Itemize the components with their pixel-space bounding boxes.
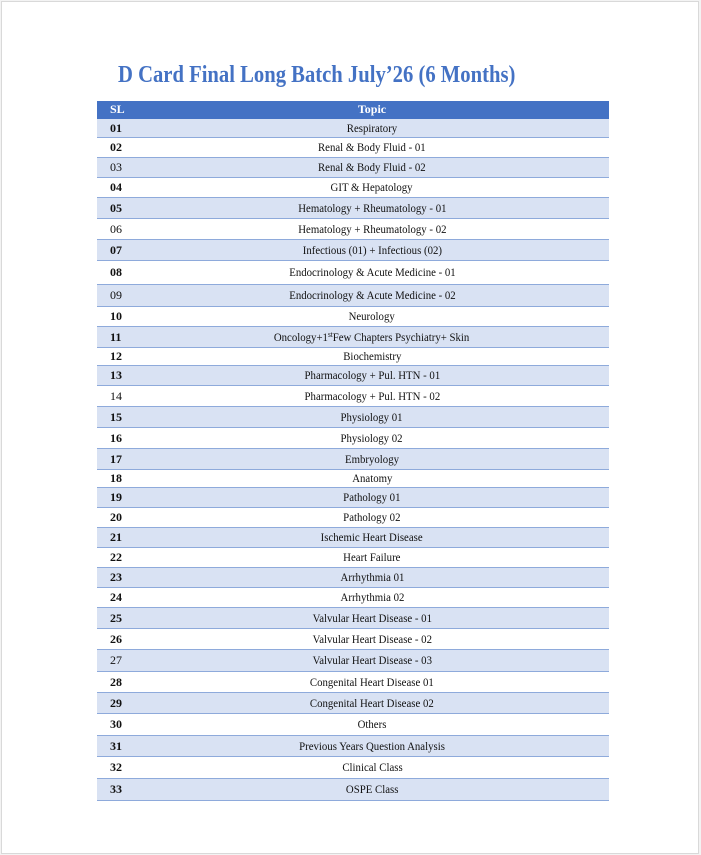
row-topic [135, 693, 609, 714]
row-topic [135, 714, 609, 736]
table-row [97, 568, 609, 588]
row-topic-text: Endocrinology & Acute Medicine - 01 [288, 265, 456, 279]
row-topic [135, 449, 609, 470]
row-sl: 32 [97, 757, 135, 779]
row-topic-superscript: st [328, 329, 334, 339]
row-sl: 22 [97, 548, 135, 568]
table-row [97, 348, 609, 366]
table-row [97, 508, 609, 528]
row-topic [135, 407, 609, 428]
row-sl: 02 [97, 138, 135, 158]
row-topic [135, 158, 609, 178]
table-row [97, 138, 609, 158]
table-row [97, 672, 609, 693]
row-sl: 19 [97, 488, 135, 508]
row-topic-text: Pharmacology + Pul. HTN - 01 [304, 368, 440, 382]
row-topic-text: Valvular Heart Disease - 03 [312, 653, 432, 667]
row-topic-pre: Oncology+1 [274, 329, 329, 344]
table-row [97, 119, 609, 138]
column-header-sl: SL [97, 101, 135, 119]
row-topic [135, 508, 609, 528]
row-sl: 06 [97, 219, 135, 240]
row-topic [135, 386, 609, 407]
row-sl: 04 [97, 178, 135, 198]
row-topic-text: Arrhythmia 02 [340, 590, 404, 604]
row-sl: 16 [97, 428, 135, 449]
row-topic [135, 178, 609, 198]
table-row [97, 428, 609, 449]
row-topic [135, 779, 609, 801]
row-sl: 01 [97, 119, 135, 138]
row-topic [135, 348, 609, 366]
row-sl: 13 [97, 366, 135, 386]
table-row [97, 629, 609, 650]
row-topic-text: Biochemistry [342, 349, 402, 363]
row-sl: 14 [97, 386, 135, 407]
table-row [97, 198, 609, 219]
row-sl: 12 [97, 348, 135, 366]
row-topic-text: Anatomy [351, 471, 393, 485]
row-sl: 05 [97, 198, 135, 219]
row-sl: 28 [97, 672, 135, 693]
row-topic [135, 219, 609, 240]
row-topic [135, 240, 609, 261]
row-topic [135, 629, 609, 650]
row-topic [135, 568, 609, 588]
row-topic [135, 307, 609, 327]
row-topic [135, 428, 609, 449]
table-row [97, 366, 609, 386]
row-topic-text: Physiology 02 [340, 430, 404, 445]
row-sl: 18 [97, 470, 135, 488]
row-topic-text: Renal & Body Fluid - 02 [318, 160, 426, 174]
row-topic-text: Previous Years Question Analysis [299, 738, 445, 753]
row-topic [135, 285, 609, 307]
row-sl: 08 [97, 261, 135, 285]
row-sl: 11 [97, 327, 135, 348]
row-sl: 09 [97, 285, 135, 307]
row-topic-text: Heart Failure [343, 550, 401, 564]
row-topic-text: Physiology 01 [340, 409, 404, 424]
table-row [97, 488, 609, 508]
row-sl: 24 [97, 588, 135, 608]
row-topic-text: Ischemic Heart Disease [321, 530, 423, 544]
table-row [97, 219, 609, 240]
row-topic [135, 119, 609, 138]
table-row [97, 327, 609, 348]
row-topic [135, 548, 609, 568]
table-row [97, 736, 609, 757]
row-sl: 30 [97, 714, 135, 736]
table-row [97, 386, 609, 407]
row-sl: 33 [97, 779, 135, 801]
table-row [97, 528, 609, 548]
row-sl: 07 [97, 240, 135, 261]
row-sl: 26 [97, 629, 135, 650]
table-row [97, 158, 609, 178]
row-sl: 23 [97, 568, 135, 588]
document-page [1, 1, 699, 854]
row-sl: 25 [97, 608, 135, 629]
row-topic [135, 757, 609, 779]
row-topic-text: GIT & Hepatology [330, 180, 413, 194]
row-sl: 10 [97, 307, 135, 327]
row-topic [135, 327, 609, 348]
row-topic-text: Others [357, 717, 387, 731]
row-topic-text [274, 330, 469, 345]
row-topic [135, 470, 609, 488]
row-topic-text: Embryology [345, 451, 399, 466]
row-topic-text: Congenital Heart Disease 02 [310, 695, 434, 710]
row-topic-post: Few Chapters Psychiatry+ Skin [333, 329, 470, 344]
row-topic [135, 366, 609, 386]
table-row [97, 650, 609, 672]
row-topic-text: Endocrinology & Acute Medicine - 02 [288, 288, 456, 302]
row-topic-text: Pathology 02 [343, 510, 401, 524]
row-topic [135, 672, 609, 693]
row-sl: 20 [97, 508, 135, 528]
table-row [97, 548, 609, 568]
row-topic-text: Hematology + Rheumatology - 01 [297, 200, 447, 215]
row-topic-text: Renal & Body Fluid - 01 [318, 140, 426, 154]
row-topic-text: Congenital Heart Disease 01 [310, 674, 434, 689]
row-topic-text: Valvular Heart Disease - 02 [312, 631, 432, 646]
row-topic-text: Pathology 01 [343, 490, 401, 504]
row-topic-text: Clinical Class [341, 760, 403, 774]
row-topic [135, 488, 609, 508]
row-topic [135, 261, 609, 285]
row-sl: 29 [97, 693, 135, 714]
table-row [97, 178, 609, 198]
row-topic [135, 198, 609, 219]
row-topic [135, 528, 609, 548]
table-header-row [97, 101, 609, 119]
row-sl: 15 [97, 407, 135, 428]
row-topic-text: Respiratory [346, 120, 398, 135]
row-sl: 31 [97, 736, 135, 757]
table-row [97, 449, 609, 470]
column-header-topic: Topic [135, 101, 609, 119]
row-topic-text: Pharmacology + Pul. HTN - 02 [304, 388, 440, 403]
topic-table [97, 101, 609, 801]
table-row [97, 714, 609, 736]
table-row [97, 608, 609, 629]
row-topic [135, 588, 609, 608]
row-topic [135, 608, 609, 629]
row-topic [135, 650, 609, 672]
row-sl: 17 [97, 449, 135, 470]
table-row [97, 470, 609, 488]
table-row [97, 307, 609, 327]
table-row [97, 588, 609, 608]
row-topic-text: Infectious (01) + Infectious (02) [302, 242, 442, 257]
row-topic-text: Neurology [348, 309, 396, 323]
table-row [97, 757, 609, 779]
document-title: D Card Final Long Batch July’26 (6 Months) [118, 62, 516, 88]
row-sl: 27 [97, 650, 135, 672]
row-topic-text: Valvular Heart Disease - 01 [312, 610, 432, 625]
table-row [97, 693, 609, 714]
table-row [97, 779, 609, 801]
row-topic-text: Arrhythmia 01 [340, 570, 404, 584]
row-topic-text: OSPE Class [345, 782, 399, 796]
table-row [97, 240, 609, 261]
table-row [97, 285, 609, 307]
row-topic [135, 138, 609, 158]
row-sl: 03 [97, 158, 135, 178]
table-row [97, 261, 609, 285]
table-row [97, 407, 609, 428]
row-sl: 21 [97, 528, 135, 548]
row-topic [135, 736, 609, 757]
row-topic-text: Hematology + Rheumatology - 02 [297, 221, 447, 236]
